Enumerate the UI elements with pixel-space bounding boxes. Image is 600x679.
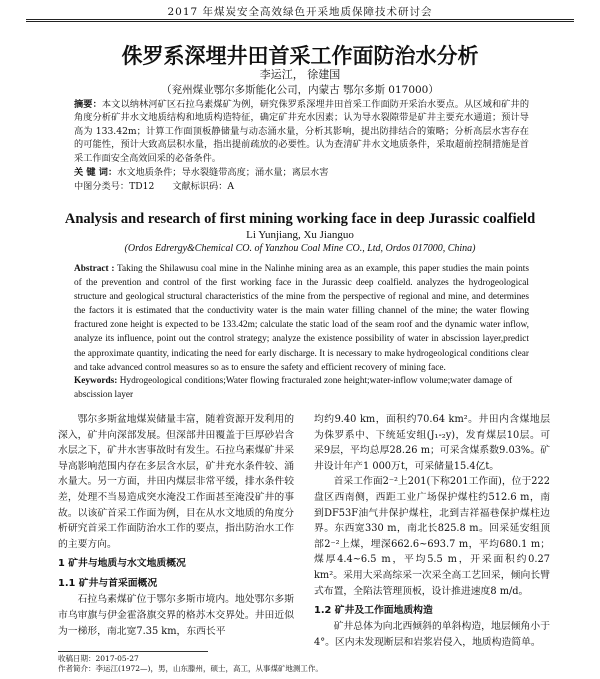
abstract-english-text: Taking the Shilawusu coal mine in the Nalinhe mining area as an example, this paper studies the main points of the prevention and control of the first working face in the Jurassic deep coalfield. analyzes the hydrogeological structure and geological structural characteristics of the mine from the perspective of regional and mine, and determines the factors it is estimated that the conductivity water is the main water filling channel of the mine; the water flowing fractured zone height is expected to be 133.42m; calculate the static load of the seam roof and the dynamic water inflow, analyze its influence, point out the control strategy; analyze the existence possibility of water in abscission layer,predict the approximate quantity, indicating the need for early discharge. It is necessary to make hydrogeological conditions clear and take advanced control measures so as to ensure the safety and efficient recovery of mining face. xyxy=(74,264,529,373)
keywords-chinese xyxy=(74,166,529,179)
footnote-author-bio: 作者简介：李运江(1972—)，男，山东滕州，硕士，高工，从事煤矿地测工作。 xyxy=(58,664,323,673)
abstract-english xyxy=(74,262,529,375)
subsection-heading: 1.1 矿井与首采面概况 xyxy=(58,578,158,590)
body-paragraph: 鄂尔多斯盆地煤炭储量丰富，随着资源开发利用的深入，矿井向深部发展。但深部井田覆盖于巨厚砂岩含水层之下，矿井水害事故时有发生。石拉乌素煤矿井采导高影响范围内存在多层含水层，矿井充水条件较、涌水量大。另一方面，井田内煤层非常平缓，排水条件较差，处理不当易造成突水淹没工作面甚至淹没矿井的事故。以该矿首采工作面为例，目在从水文地质的角度分析研究首采工作面防治水工作的要点，指出防治水工作的主要方向。 xyxy=(58,414,294,550)
abstract-english-label: Abstract : xyxy=(74,264,115,274)
running-header: 2017 年煤炭安全高效绿色开采地质保障技术研讨会 xyxy=(167,6,433,18)
header-rule-double xyxy=(26,21,574,22)
authors-chinese: 李运江， 徐建国 xyxy=(259,68,341,81)
affiliation-chinese: （兖州煤业鄂尔多斯能化公司，内蒙古 鄂尔多斯 017000） xyxy=(161,84,439,96)
title-chinese: 侏罗系深埋井田首采工作面防治水分析 xyxy=(121,44,479,68)
abstract-chinese-label: 摘要： xyxy=(74,99,102,110)
body-paragraph: 石拉乌素煤矿位于鄂尔多斯市境内。地处鄂尔多斯市乌审旗与伊金霍洛旗交界的格苏木交界处。井田近似为一梯形，南北宽7.35 km，东西长平 xyxy=(58,594,294,637)
keywords-chinese-label: 关 键 词： xyxy=(74,167,118,178)
body-paragraph: 均约9.40 km，面积约70.64 km²。井田内含煤地层为侏罗系中、下统延安组(J₁-₂y)，发育煤层10层。可采9层，平均总厚28.26 m；可采含煤系数9.03%。矿井设计年产1 000万t，可采储量15.4亿t。 xyxy=(314,414,550,472)
authors-english: Li Yunjiang, Xu Jianguo xyxy=(246,229,354,241)
abstract-chinese xyxy=(74,98,529,165)
header-rule xyxy=(26,19,574,20)
section-heading: 1 矿井与地质与水文地质概况 xyxy=(58,558,186,570)
subsection-heading: 1.2 矿井及工作面地质构造 xyxy=(314,605,433,617)
body-paragraph: 首采工作面2⁻²上201(下称201工作面)，位于222盘区西南侧，西距工业广场保护煤柱约512.6 m，南到DF53F油气井保护煤柱，北到吉祥福巷保护煤柱边界。东西宽330 m，南北长825.8 m。回采延安组顶部2⁻²上煤，埋深662.6~693.7 m，平均680.1 m；煤厚4.4~6.5 m，平均5.5 m，开采面积约0.27 km²。采用大采高综采一次采全高工艺回采，倾向长臂式布置，全陷法管理顶板，设计推进速度8 m/d。 xyxy=(314,476,550,597)
affiliation-english: (Ordos Edrergy&Chemical CO. of Yanzhou Coal Mine CO., Ltd, Ordos 017000, China) xyxy=(124,243,476,254)
footnote-received-date: 收稿日期：2017-05-27 xyxy=(58,654,139,663)
keywords-chinese-text: 水文地质条件；导水裂缝带高度；涌水量；离层水害 xyxy=(117,167,329,178)
abstract-chinese-text: 本文以纳林河矿区石拉乌素煤矿为例，研究侏罗系深埋井田首采工作面防开采治水要点。从区域和矿井的角度分析矿井水文地质结构和地质构造特征，确定矿井充水因素；认为导水裂隙带是矿井主要充水通道；预计导高为 133.42m；计算工作面顶板静储量与动态涌水量，分析其影响，提出防排结合的策略；分析高层水害存在的可能性，预计大致高层积水量，指出提前疏放的必要性。认为查清矿井水文地质条件，采取超前控制措施是首采工作面安全高效回采的必备条件。 xyxy=(74,99,530,164)
classification-line xyxy=(74,180,529,193)
document-code: 文献标识码：A xyxy=(172,181,235,192)
keywords-english-label: Keywords: xyxy=(74,376,118,386)
class-number: 中图分类号：TD12 xyxy=(74,181,155,192)
body-column-right xyxy=(314,412,550,650)
title-english: Analysis and research of first mining working face in deep Jurassic coalfield xyxy=(64,211,536,227)
keywords-english xyxy=(74,374,529,402)
body-paragraph: 矿井总体为向北西倾斜的单斜构造，地层倾角小于4°。区内未发现断层和岩浆岩侵入，地质构造简单。 xyxy=(314,621,550,648)
keywords-english-text: Hydrogeological conditions;Water flowing fracturaled zone height;water-inflow volume;water damage of abscission layer xyxy=(74,376,513,400)
footnote-rule xyxy=(58,651,208,652)
body-column-left xyxy=(58,412,294,639)
